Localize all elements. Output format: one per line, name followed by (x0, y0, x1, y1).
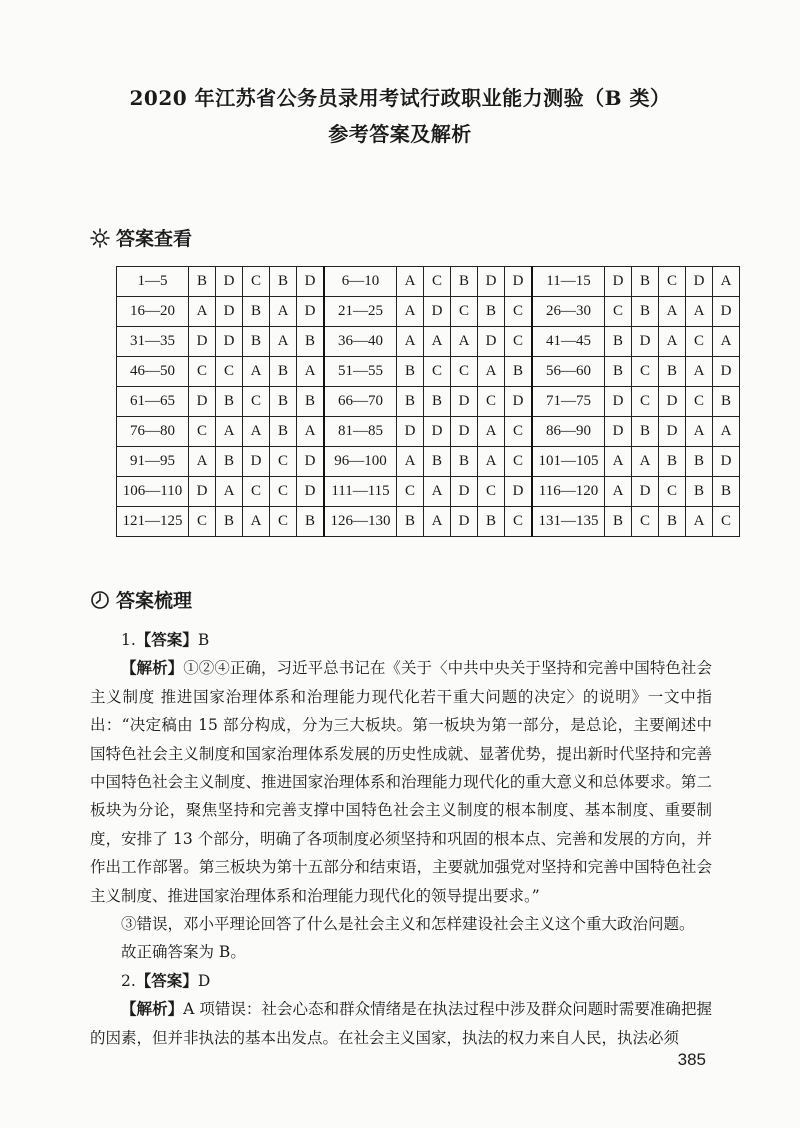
q1-explain-label: 【解析】 (121, 658, 184, 678)
answer-cell: D (505, 387, 533, 417)
q1-explanation (90, 654, 712, 910)
answer-cell: C (632, 507, 659, 537)
answer-cell: B (605, 507, 632, 537)
answer-row (117, 417, 740, 447)
answer-cell: D (659, 387, 686, 417)
answer-cell: C (270, 507, 297, 537)
answer-cell: D (297, 297, 325, 327)
question-range-cell: 131—135 (532, 507, 605, 537)
answers-section-title: 答案查看 (116, 228, 193, 250)
answer-cell: A (424, 477, 451, 507)
answer-cell: A (243, 357, 270, 387)
answer-cell: B (424, 447, 451, 477)
answer-cell: A (686, 297, 713, 327)
answer-key-table (116, 266, 740, 537)
q1-explain-text: ①②④正确，习近平总书记在《关于〈中共中央关于坚持和完善中国特色社会主义制度 推进国家治理体系和治理能力现代化若干重大问题的决定〉的说明》一文中指出：“决定稿由 15 部分构成，分为三大板块。第一板块为第一部分，是总论，主要阐述中国特色社会主义制度和国家治理体系发展的历史性成就、显著优势，提出新时代坚持和完善中国特色社会主义制度、推进国家治理体系和治理能力现代化的重大意义和总体要求。第二板块为分论，聚焦坚持和完善支撑中国特色社会主义制度的根本制度、基本制度、重要制度，安排了 13 个部分，明确了各项制度必须坚持和巩固的根本点、完善和发展的方向，并作出工作部署。第三板块为第十五部分和结束语，主要就加强党对坚持和完善中国特色社会主义制度、推进国家治理体系和治理能力现代化的领导提出要求。” (90, 659, 712, 905)
answer-row (117, 507, 740, 537)
answer-cell: B (632, 297, 659, 327)
answer-cell: A (478, 417, 505, 447)
answer-cell: A (243, 507, 270, 537)
answer-cell: C (243, 477, 270, 507)
answer-cell: C (424, 267, 451, 297)
q1-answer-label: 【答案】 (135, 630, 198, 649)
answer-cell: B (605, 357, 632, 387)
answer-cell: A (297, 417, 325, 447)
answer-cell: D (632, 327, 659, 357)
question-range-cell: 11—15 (532, 267, 605, 297)
answer-cell: D (189, 327, 216, 357)
question-range-cell: 126—130 (324, 507, 397, 537)
answer-cell: D (632, 477, 659, 507)
answer-row (117, 267, 740, 297)
answer-cell: B (270, 357, 297, 387)
answer-cell: D (605, 387, 632, 417)
answer-cell: D (189, 387, 216, 417)
q1-number: 1. (121, 631, 136, 649)
answer-cell: A (713, 267, 740, 297)
answer-cell: D (297, 477, 325, 507)
answer-cell: D (478, 327, 505, 357)
answer-cell: A (397, 327, 424, 357)
answer-cell: A (397, 267, 424, 297)
q2-explain-text: A 项错误：社会心态和群众情绪是在执法过程中涉及群众问题时需要准确把握的因素，但并非执法的基本出发点。在社会主义国家，执法的权力来自人民，执法必须 (90, 1000, 712, 1047)
answer-cell: C (189, 417, 216, 447)
answer-cell: B (216, 387, 243, 417)
q2-answer-line (90, 967, 712, 995)
answer-cell: C (713, 507, 740, 537)
answer-cell: C (505, 447, 533, 477)
analysis-section-heading (90, 586, 192, 613)
answer-cell: C (659, 267, 686, 297)
answer-cell: D (451, 417, 478, 447)
answer-cell: B (659, 447, 686, 477)
question-range-cell: 41—45 (532, 327, 605, 357)
answer-row (117, 327, 740, 357)
answer-cell: D (451, 477, 478, 507)
answer-cell: D (713, 447, 740, 477)
question-range-cell: 51—55 (324, 357, 397, 387)
answer-cell: B (243, 297, 270, 327)
question-range-cell: 36—40 (324, 327, 397, 357)
answer-cell: C (270, 447, 297, 477)
answer-cell: B (397, 507, 424, 537)
question-range-cell: 46—50 (117, 357, 189, 387)
answer-cell: B (713, 477, 740, 507)
answer-cell: D (189, 477, 216, 507)
answer-cell: B (270, 387, 297, 417)
answer-cell: D (216, 327, 243, 357)
question-range-cell: 71—75 (532, 387, 605, 417)
answer-cell: B (297, 327, 325, 357)
answer-cell: C (686, 387, 713, 417)
answer-cell: D (505, 267, 533, 297)
answer-cell: B (397, 387, 424, 417)
answer-cell: C (632, 357, 659, 387)
question-range-cell: 121—125 (117, 507, 189, 537)
answer-cell: A (216, 417, 243, 447)
answer-cell: D (243, 447, 270, 477)
question-range-cell: 21—25 (324, 297, 397, 327)
answer-cell: C (478, 387, 505, 417)
answer-cell: D (451, 387, 478, 417)
answer-cell: B (505, 357, 533, 387)
answer-cell: B (451, 447, 478, 477)
q2-explain-label: 【解析】 (121, 999, 184, 1019)
answer-cell: A (632, 447, 659, 477)
answer-row (117, 297, 740, 327)
answer-cell: A (243, 417, 270, 447)
q1-answer-line (90, 626, 712, 654)
answer-cell: C (424, 357, 451, 387)
question-range-cell: 111—115 (324, 477, 397, 507)
q1-conclusion: 故正确答案为 B。 (121, 943, 246, 962)
answer-cell: C (189, 357, 216, 387)
q2-number: 2. (121, 971, 136, 990)
question-range-cell: 101—105 (532, 447, 605, 477)
answer-cell: C (243, 267, 270, 297)
answer-cell: D (297, 267, 325, 297)
answer-cell: A (605, 447, 632, 477)
q1-extra: ③错误，邓小平理论回答了什么是社会主义和怎样建设社会主义这个重大政治问题。 (121, 915, 695, 934)
answer-cell: C (605, 297, 632, 327)
question-range-cell: 96—100 (324, 447, 397, 477)
question-range-cell: 81—85 (324, 417, 397, 447)
answer-cell: C (659, 477, 686, 507)
answer-cell: A (270, 297, 297, 327)
question-range-cell: 66—70 (324, 387, 397, 417)
answer-cell: D (216, 267, 243, 297)
answer-cell: D (397, 417, 424, 447)
answer-row (117, 477, 740, 507)
answer-cell: C (505, 507, 533, 537)
answer-cell: B (424, 387, 451, 417)
answer-cell: A (686, 417, 713, 447)
question-range-cell: 76—80 (117, 417, 189, 447)
answer-cell: B (659, 357, 686, 387)
answer-cell: B (686, 447, 713, 477)
answer-cell: C (505, 417, 533, 447)
answer-cell: D (505, 477, 533, 507)
answer-cell: A (216, 477, 243, 507)
answer-cell: C (270, 477, 297, 507)
answer-cell: A (713, 417, 740, 447)
q2-answer: D (197, 971, 211, 990)
answer-cell: A (686, 507, 713, 537)
answer-cell: D (216, 297, 243, 327)
question-range-cell: 106—110 (117, 477, 189, 507)
analysis-body (90, 626, 712, 1052)
answer-cell: C (505, 297, 533, 327)
answer-cell: D (297, 447, 325, 477)
question-range-cell: 86—90 (532, 417, 605, 447)
answer-cell: B (270, 417, 297, 447)
answer-cell: C (686, 327, 713, 357)
answer-cell: C (451, 297, 478, 327)
q2-answer-label: 【答案】 (135, 970, 198, 990)
answer-cell: B (216, 447, 243, 477)
answer-cell: C (451, 357, 478, 387)
answer-cell: D (686, 267, 713, 297)
answer-cell: D (451, 507, 478, 537)
answer-cell: A (451, 327, 478, 357)
answer-cell: D (605, 267, 632, 297)
answer-cell: B (451, 267, 478, 297)
answer-cell: C (632, 387, 659, 417)
clock-icon (90, 590, 110, 610)
answer-cell: D (713, 297, 740, 327)
answer-cell: A (189, 447, 216, 477)
answer-cell: B (632, 417, 659, 447)
document-title: 2020 年江苏省公务员录用考试行政职业能力测验（B 类） (129, 86, 671, 110)
answer-cell: C (397, 477, 424, 507)
answer-cell: D (713, 357, 740, 387)
answer-cell: A (270, 327, 297, 357)
answer-cell: A (478, 357, 505, 387)
answer-cell: B (297, 387, 325, 417)
answer-cell: C (505, 327, 533, 357)
answer-cell: B (189, 267, 216, 297)
answer-row (117, 387, 740, 417)
answer-cell: C (478, 477, 505, 507)
answer-cell: A (659, 327, 686, 357)
q2-explanation (90, 995, 712, 1052)
question-range-cell: 31—35 (117, 327, 189, 357)
answers-section-heading (90, 224, 192, 251)
question-range-cell: 61—65 (117, 387, 189, 417)
answer-cell: D (659, 417, 686, 447)
answer-cell: D (478, 267, 505, 297)
answer-cell: B (478, 507, 505, 537)
answer-cell: A (397, 447, 424, 477)
answer-cell: A (297, 357, 325, 387)
q1-answer: B (197, 631, 210, 649)
answer-cell: A (424, 507, 451, 537)
answer-cell: A (686, 357, 713, 387)
answer-cell: A (605, 477, 632, 507)
answer-cell: C (243, 387, 270, 417)
answer-cell: A (397, 297, 424, 327)
answer-cell: B (632, 267, 659, 297)
analysis-section-title: 答案梳理 (116, 590, 193, 612)
answer-cell: B (297, 507, 325, 537)
question-range-cell: 116—120 (532, 477, 605, 507)
answer-cell: B (659, 507, 686, 537)
answer-cell: B (270, 267, 297, 297)
answer-cell: B (605, 327, 632, 357)
question-range-cell: 26—30 (532, 297, 605, 327)
answer-cell: A (478, 447, 505, 477)
answer-row (117, 447, 740, 477)
answer-cell: A (713, 327, 740, 357)
answer-cell: C (216, 357, 243, 387)
answer-cell: B (478, 297, 505, 327)
answer-row (117, 357, 740, 387)
answer-cell: B (686, 477, 713, 507)
answer-cell: A (189, 297, 216, 327)
answer-cell: B (243, 327, 270, 357)
answer-cell: C (189, 507, 216, 537)
question-range-cell: 6—10 (324, 267, 397, 297)
answer-cell: D (424, 297, 451, 327)
answer-cell: A (424, 327, 451, 357)
question-range-cell: 1—5 (117, 267, 189, 297)
answer-cell: B (216, 507, 243, 537)
answer-cell: B (397, 357, 424, 387)
answer-cell: A (659, 297, 686, 327)
answer-cell: B (713, 387, 740, 417)
answer-cell: D (605, 417, 632, 447)
answer-cell: D (424, 417, 451, 447)
page-number: 385 (677, 1050, 706, 1069)
question-range-cell: 91—95 (117, 447, 189, 477)
question-range-cell: 16—20 (117, 297, 189, 327)
question-range-cell: 56—60 (532, 357, 605, 387)
document-subtitle: 参考答案及解析 (328, 122, 472, 146)
sun-icon (90, 228, 110, 248)
